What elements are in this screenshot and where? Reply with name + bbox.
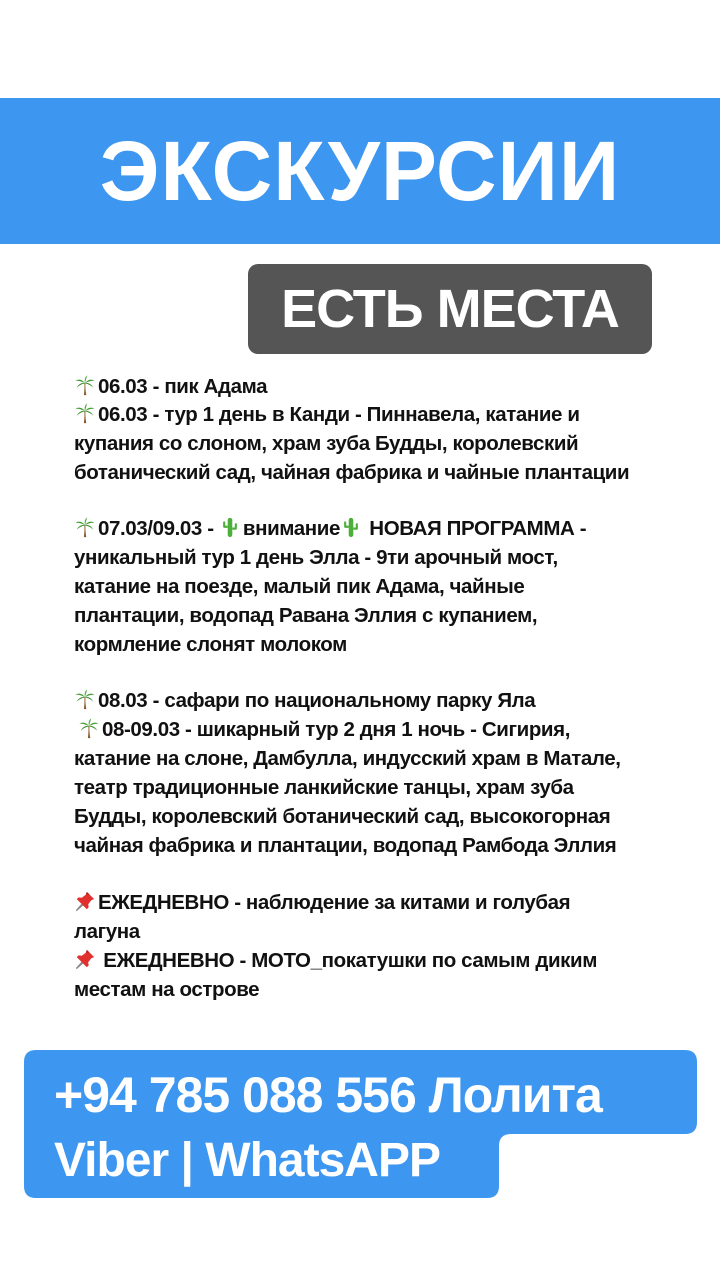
tour-text: 06.03 - тур 1 день в Канди - Пиннавела, катание и: [98, 403, 580, 426]
tour-text-line: ботанический сад, чайная фабрика и чайные плантации: [74, 461, 630, 484]
tour-text: 06.03 - пик Адама: [98, 375, 268, 398]
pushpin-icon: [74, 947, 96, 971]
tour-text-line: театр традиционные ланкийские танцы, храм зуба: [74, 776, 574, 799]
daily-text: ЕЖЕДНЕВНО - наблюдение за китами и голубая: [98, 891, 571, 914]
attention-text: внимание: [242, 517, 340, 540]
tour-text-line: уникальный тур 1 день Элла - 9ти арочный мост,: [74, 546, 558, 569]
tour-text-line: Будды, королевский ботанический сад, высокогорная: [74, 805, 611, 828]
tour-text-line: кормление слонят молоком: [74, 633, 347, 656]
cactus-icon: [219, 515, 241, 539]
tour-text-line: чайная фабрика и плантации, водопад Рамбода Эллия: [74, 834, 617, 857]
daily-item: [74, 888, 570, 918]
daily-text-line: лагуна: [74, 920, 140, 943]
palm-tree-icon: [74, 373, 96, 397]
palm-tree-icon: [74, 687, 96, 711]
tour-text-line: плантации, водопад Равана Эллия с купанием,: [74, 604, 538, 627]
pushpin-icon: [74, 889, 96, 913]
availability-badge: [248, 264, 652, 354]
daily-text: ЕЖЕДНЕВНО - МОТО_покатушки по самым диким: [98, 949, 597, 972]
tour-text: 08-09.03 - шикарный тур 2 дня 1 ночь - Сигирия,: [102, 718, 570, 741]
tour-item: [78, 715, 570, 745]
contact-messengers: Viber | WhatsAPP: [54, 1134, 440, 1187]
palm-tree-icon: [78, 716, 100, 740]
tour-text-line: катание на слоне, Дамбулла, индусский храм в Матале,: [74, 747, 621, 770]
tour-item: [74, 514, 586, 544]
cactus-icon: [340, 515, 362, 539]
daily-item: [74, 946, 597, 976]
palm-tree-icon: [74, 401, 96, 425]
tour-text: 08.03 - сафари по национальному парку Яла: [98, 689, 536, 712]
palm-tree-icon: [74, 515, 96, 539]
header-title: ЭКСКУРСИИ: [99, 124, 621, 218]
tour-text: 07.03/09.03 -: [98, 517, 219, 540]
tour-item: [74, 400, 580, 430]
contact-phone[interactable]: +94 785 088 556 Лолита: [54, 1067, 602, 1123]
tour-text-line: катание на поезде, малый пик Адама, чайные: [74, 575, 525, 598]
tour-item: [74, 372, 267, 402]
new-program-text: НОВАЯ ПРОГРАММА -: [364, 517, 587, 540]
tour-text-line: купания со слоном, храм зуба Будды, королевский: [74, 432, 579, 455]
availability-badge-label: ЕСТЬ МЕСТА: [281, 279, 619, 339]
tour-item: [74, 686, 535, 716]
header-banner: [0, 98, 720, 244]
contact-box: [24, 1050, 697, 1198]
daily-text-line: местам на острове: [74, 978, 260, 1001]
